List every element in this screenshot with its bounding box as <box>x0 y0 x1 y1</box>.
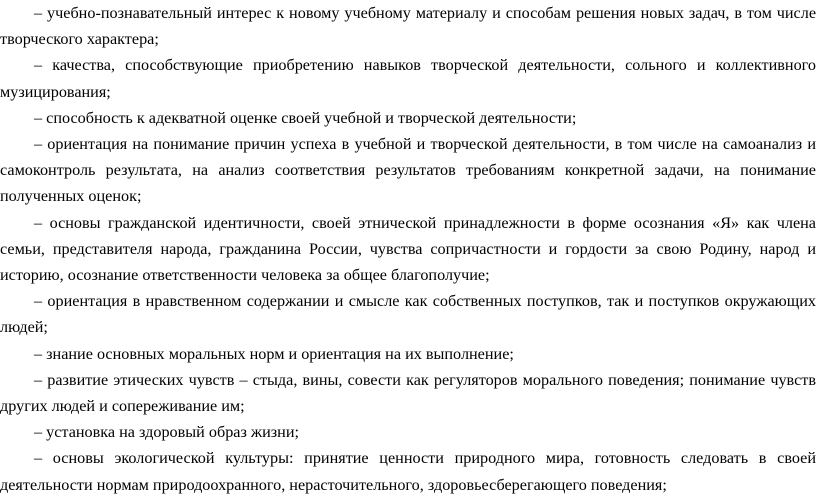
list-item: – развитие этических чувств – стыда, вины, совести как регуляторов морального поведения; понимание чувств других людей и сопереживание им; <box>0 370 816 416</box>
list-item: – учебно-познавательный интерес к новому учебному материалу и способам решения новых задач, в том числе творческого характера; <box>0 4 816 49</box>
list-item: – знание основных моральных норм и ориентация на их выполнение; <box>34 344 514 363</box>
list-item: – способность к адекватной оценке своей учебной и творческой деятельности; <box>34 108 577 127</box>
list-item: – основы экологической культуры: принятие ценности природного мира, готовность следовать в своей деятельности нормам природоохранного, нерасточительного, здоровьесберегающего поведения; <box>0 449 816 494</box>
list-item: – ориентация в нравственном содержании и смысле как собственных поступков, так и поступков окружающих людей; <box>0 292 816 337</box>
list-item: – установка на здоровый образ жизни; <box>34 423 299 442</box>
list-item: – качества, способствующие приобретению навыков творческой деятельности, сольного и коллективного музицирования; <box>0 56 816 101</box>
list-item: – ориентация на понимание причин успеха в учебной и творческой деятельности, в том числе на самоанализ и самоконтроль результата, на анализ соответствия результатов требованиям конкретной задачи, на понимание полученных оценок; <box>0 135 816 206</box>
list-item: – основы гражданской идентичности, своей этнической принадлежности в форме осознания «Я» как члена семьи, представителя народа, гражданина России, чувства сопричастности и гордости за свою Родину, народ и историю, осознание ответственности человека за общее благополучие; <box>0 213 816 285</box>
